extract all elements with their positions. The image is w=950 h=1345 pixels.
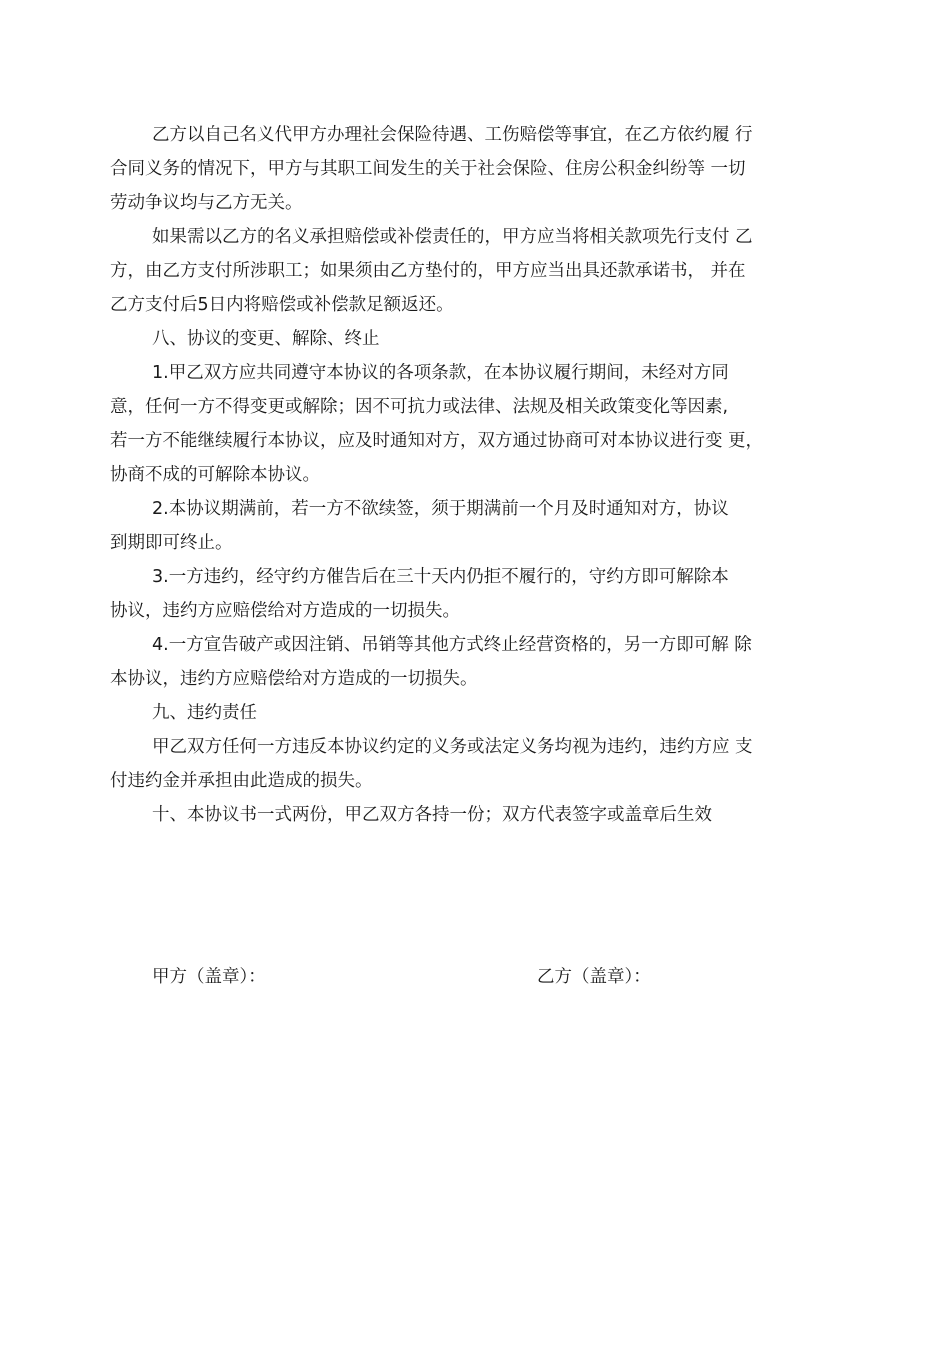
paragraph-line	[110, 424, 842, 458]
paragraph-line	[110, 390, 842, 424]
text-line: 本协议，违约方应赔偿给对方造成的一切损失。	[110, 669, 478, 689]
text-line: 若一方不能继续履行本协议，应及时通知对方，双方通过协商可对本协议进行变 更，	[110, 431, 764, 451]
section-heading-text: 八、协议的变更、解除、终止	[152, 329, 380, 349]
paragraph-line	[110, 186, 842, 220]
text-line: 1.甲乙双方应共同遵守本协议的各项条款，在本协议履行期间，未经对方同	[152, 363, 729, 383]
section-heading	[110, 322, 842, 356]
section-heading	[110, 696, 842, 730]
text-line: 到期即可终止。	[110, 533, 233, 553]
text-line: 劳动争议均与乙方无关。	[110, 193, 303, 213]
text-line: 合同义务的情况下，甲方与其职工间发生的关于社会保险、住房公积金纠纷等 一切	[110, 159, 746, 179]
paragraph-line	[110, 356, 842, 390]
paragraph-line	[110, 560, 842, 594]
section-heading-text: 九、违约责任	[152, 703, 257, 723]
paragraph-line	[110, 594, 842, 628]
text-line: 方，由乙方支付所涉职工；如果须由乙方垫付的，甲方应当出具还款承诺书， 并在	[110, 261, 746, 281]
document-body	[110, 118, 842, 832]
section-heading-text: 十、本协议书一式两份，甲乙双方各持一份；双方代表签字或盖章后生效	[152, 805, 712, 825]
text-line: 2.本协议期满前，若一方不欲续签，须于期满前一个月及时通知对方，协议	[152, 499, 729, 519]
paragraph-line	[110, 628, 842, 662]
text-line: 协议，违约方应赔偿给对方造成的一切损失。	[110, 601, 460, 621]
text-line: 乙方支付后5日内将赔偿或补偿款足额返还。	[110, 295, 454, 315]
text-line: 意，任何一方不得变更或解除；因不可抗力或法律、法规及相关政策变化等因素,	[110, 397, 729, 417]
text-line: 乙方以自己名义代甲方办理社会保险待遇、工伤赔偿等事宜，在乙方依约履 行	[152, 125, 753, 145]
party-a-signature-label: 甲方（盖章）：	[152, 967, 266, 987]
paragraph-line	[110, 152, 842, 186]
paragraph-line	[110, 220, 842, 254]
text-line: 协商不成的可解除本协议。	[110, 465, 320, 485]
paragraph-line	[110, 288, 842, 322]
paragraph-line	[110, 662, 842, 696]
text-line: 付违约金并承担由此造成的损失。	[110, 771, 373, 791]
party-b-signature-label: 乙方（盖章）：	[537, 967, 651, 987]
paragraph-line	[110, 254, 842, 288]
paragraph-line	[110, 730, 842, 764]
paragraph-line	[110, 118, 842, 152]
text-line: 3.一方违约，经守约方催告后在三十天内仍拒不履行的，守约方即可解除本	[152, 567, 729, 587]
section-heading	[110, 798, 842, 832]
paragraph-line	[110, 764, 842, 798]
text-line: 甲乙双方任何一方违反本协议约定的义务或法定义务均视为违约，违约方应 支	[152, 737, 753, 757]
text-line: 如果需以乙方的名义承担赔偿或补偿责任的，甲方应当将相关款项先行支付 乙	[152, 227, 753, 247]
text-line: 4.一方宣告破产或因注销、吊销等其他方式终止经营资格的，另一方即可解 除	[152, 635, 752, 655]
paragraph-line	[110, 526, 842, 560]
paragraph-line	[110, 492, 842, 526]
paragraph-line	[110, 458, 842, 492]
